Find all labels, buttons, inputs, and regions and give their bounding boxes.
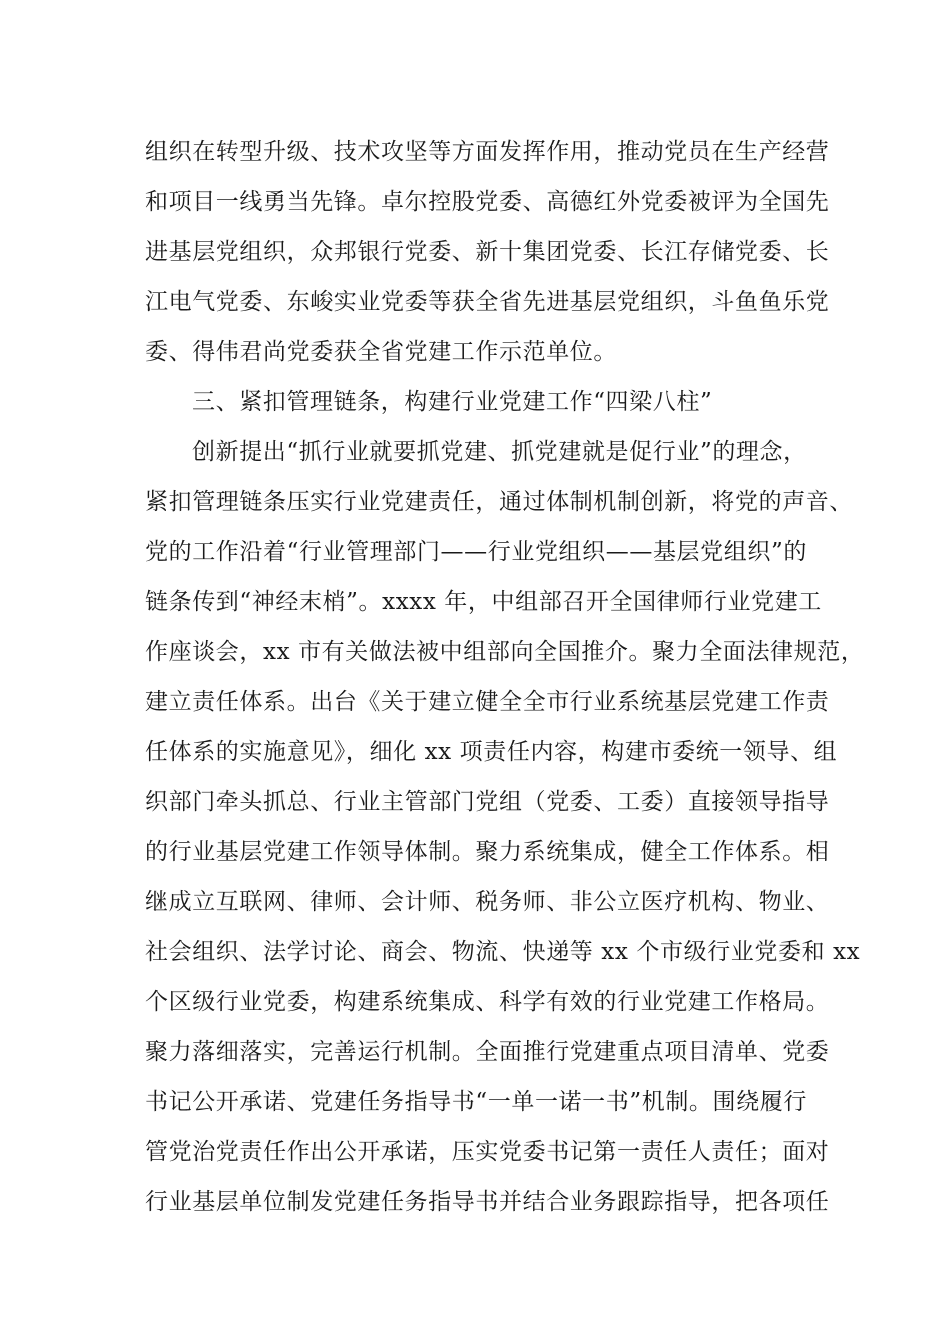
- body-text-line: 社会组织、法学讨论、商会、物流、快递等 xx 个市级行业党委和 xx: [145, 939, 861, 965]
- body-text-line: 组织在转型升级、技术攻坚等方面发挥作用，推动党员在生产经营: [145, 139, 830, 165]
- body-text-line: 和项目一线勇当先锋。卓尔控股党委、高德红外党委被评为全国先: [145, 189, 830, 215]
- body-text-line: 建立责任体系。出台《关于建立健全全市行业系统基层党建工作责: [145, 689, 830, 715]
- body-text-line: 继成立互联网、律师、会计师、税务师、非公立医疗机构、物业、: [145, 889, 830, 915]
- section-heading: 三、紧扣管理链条，构建行业党建工作“四梁八柱”: [192, 389, 713, 415]
- body-text-line: 链条传到“神经末梢”。xxxx 年，中组部召开全国律师行业党建工: [145, 589, 822, 615]
- body-text-line: 织部门牵头抓总、行业主管部门党组（党委、工委）直接领导指导: [145, 789, 830, 815]
- body-text-line: 聚力落细落实，完善运行机制。全面推行党建重点项目清单、党委: [145, 1039, 830, 1065]
- body-text-line: 委、得伟君尚党委获全省党建工作示范单位。: [145, 339, 617, 365]
- body-text-line: 管党治党责任作出公开承诺，压实党委书记第一责任人责任；面对: [145, 1139, 830, 1165]
- body-text-line: 作座谈会，xx 市有关做法被中组部向全国推介。聚力全面法律规范，: [145, 639, 865, 665]
- body-text-line: 创新提出“抓行业就要抓党建、抓党建就是促行业”的理念，: [192, 439, 807, 465]
- body-text-line: 进基层党组织，众邦银行党委、新十集团党委、长江存储党委、长: [145, 239, 830, 265]
- body-text-line: 任体系的实施意见》，细化 xx 项责任内容，构建市委统一领导、组: [145, 739, 838, 765]
- body-text-line: 江电气党委、东峻实业党委等获全省先进基层党组织，斗鱼鱼乐党: [145, 289, 830, 315]
- body-text-line: 个区级行业党委，构建系统集成、科学有效的行业党建工作格局。: [145, 989, 830, 1015]
- body-text-line: 党的工作沿着“行业管理部门——行业党组织——基层党组织”的: [145, 539, 807, 565]
- body-text-line: 的行业基层党建工作领导体制。聚力系统集成，健全工作体系。相: [145, 839, 830, 865]
- body-text-line: 书记公开承诺、党建任务指导书“一单一诺一书”机制。围绕履行: [145, 1089, 807, 1115]
- body-text-line: 行业基层单位制发党建任务指导书并结合业务跟踪指导，把各项任: [145, 1189, 830, 1215]
- body-text-line: 紧扣管理链条压实行业党建责任，通过体制机制创新，将党的声音、: [145, 489, 853, 515]
